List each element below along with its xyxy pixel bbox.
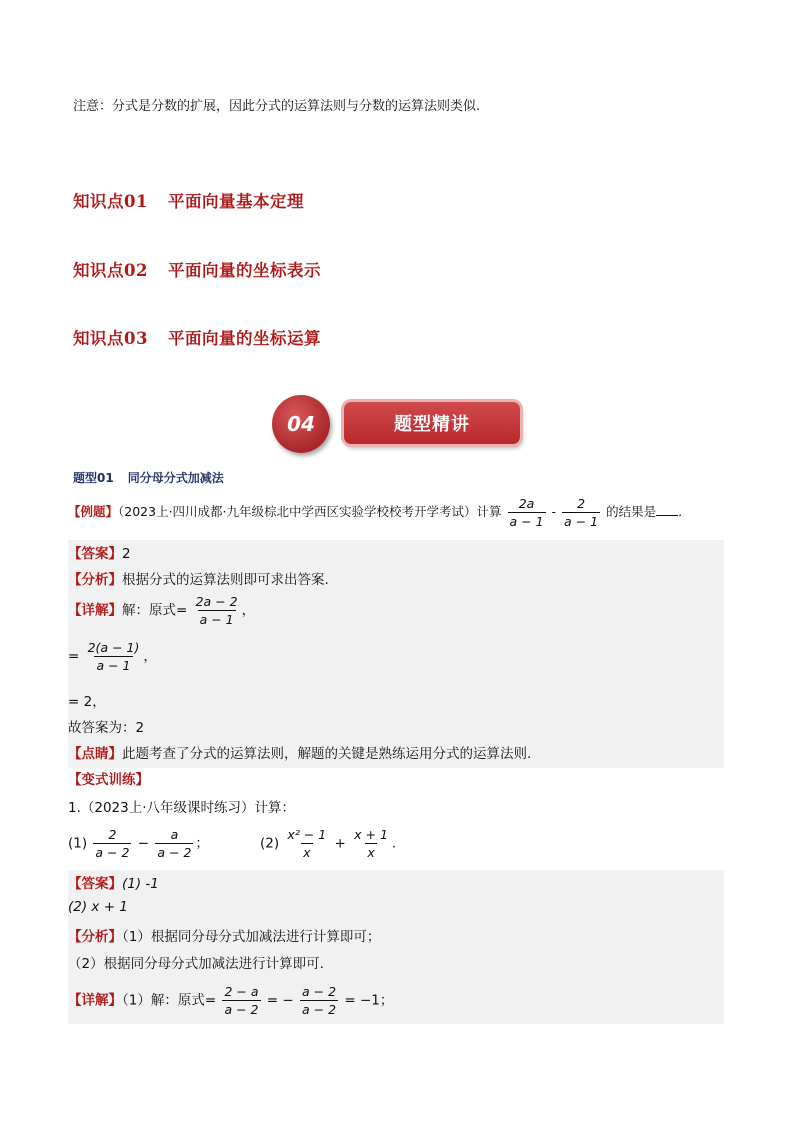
answer-blank [656, 503, 678, 516]
kp-title: 平面向量的坐标表示 [167, 261, 321, 280]
answer-1: 【答案】2 [68, 546, 131, 562]
section-banner [272, 392, 524, 458]
question-type-name: 同分母分式加减法 [127, 471, 224, 485]
answer-2: 【答案】(1) -1 [68, 876, 159, 892]
knowledge-point-02 [73, 257, 321, 281]
kp-label: 知识点01 [73, 192, 148, 211]
example-minus: - [551, 504, 557, 519]
example-source: （2023上·四川成都·九年级棕北中学西区实验学校校考开学考试）计算 [118, 504, 502, 519]
detail-2-fraction-1: $\frac{2 - a}{a - 2}$ [224, 984, 259, 1017]
analysis-1: 【分析】根据分式的运算法则即可求出答案. [68, 572, 329, 588]
knowledge-point-03 [73, 325, 321, 349]
example-tail: 的结果是 [606, 504, 657, 519]
exercise-1-part-2-fraction-1: $\frac{\text{x² − 1}}{x}$ [287, 827, 327, 860]
exercise-1-part-1: (1) $\frac{2}{a - 2}$ − $\frac{a}{a - 2}$ ； [68, 827, 209, 860]
exercise-1-part-1-fraction-1: $\frac{2}{a - 2}$ [95, 827, 130, 860]
example-question: 【例题】（2023上·四川成都·九年级棕北中学西区实验学校校考开学考试）计算 $\frac{2a}{a - 1}$ - $\frac{2}{a - 1}$ 的结果是 . [68, 496, 683, 529]
comment-1: 【点睛】此题考查了分式的运算法则，解题的关键是熟练运用分式的运算法则. [68, 746, 532, 762]
detail-1: 【详解】解：原式= $\frac{2a - 2}{a - 1}$ ， [68, 594, 256, 627]
exercise-1-intro: 1.（2023上·八年级课时练习）计算： [68, 800, 296, 816]
analysis-2: 【分析】（1）根据同分母分式加减法进行计算即可； [68, 929, 381, 945]
variant-training-tag: 【变式训练】 [68, 772, 149, 788]
example-fraction-2: $\frac{2}{a - 1}$ [564, 496, 599, 529]
exercise-1-part-2: (2) $\frac{\text{x² − 1}}{x}$ + $\frac{x + 1}{x}$ . [260, 827, 397, 860]
detail-1-fraction: $\frac{2a - 2}{a - 1}$ [195, 594, 238, 627]
exercise-1-part-2-fraction-2: $\frac{x + 1}{x}$ [354, 827, 388, 860]
kp-title: 平面向量基本定理 [167, 192, 304, 211]
example-fraction-1: $\frac{2a}{a - 1}$ [509, 496, 544, 529]
exercise-1-part-1-fraction-2: $\frac{a}{a - 2}$ [157, 827, 192, 860]
detail-1-conclusion: 故答案为：2 [68, 720, 145, 736]
example-tag: 【例题】 [68, 504, 119, 519]
section-number-badge: 04 [272, 395, 330, 453]
detail-1-step-3: = 2， [68, 694, 106, 710]
knowledge-point-01 [73, 188, 304, 212]
detail-1-step-2-fraction: $\frac{2(a - 1)}{a - 1}$ [87, 640, 140, 673]
answer-1-value: 2 [122, 546, 131, 562]
answer-2-part-2: (2) x + 1 [68, 899, 128, 915]
answer-2-part-1: (1) -1 [122, 876, 159, 892]
question-type-label: 题型01 [73, 471, 114, 485]
note-text: 注意：分式是分数的扩展，因此分式的运算法则与分数的运算法则类似. [73, 99, 481, 114]
detail-2: 【详解】（1）解：原式= $\frac{2 - a}{a - 2}$ = − $\frac{a - 2}{a - 2}$ = −1； [68, 984, 394, 1017]
question-type-title [73, 469, 224, 486]
kp-title: 平面向量的坐标运算 [167, 329, 321, 348]
detail-2-fraction-2: $\frac{a - 2}{a - 2}$ [302, 984, 337, 1017]
detail-1-step-2: = $\frac{2(a - 1)}{a - 1}$ ， [68, 640, 157, 673]
analysis-2-line-2: （2）根据同分母分式加减法进行计算即可. [68, 956, 324, 972]
kp-label: 知识点03 [73, 329, 148, 348]
section-title-bar: 题型精讲 [344, 402, 520, 444]
kp-label: 知识点02 [73, 261, 148, 280]
